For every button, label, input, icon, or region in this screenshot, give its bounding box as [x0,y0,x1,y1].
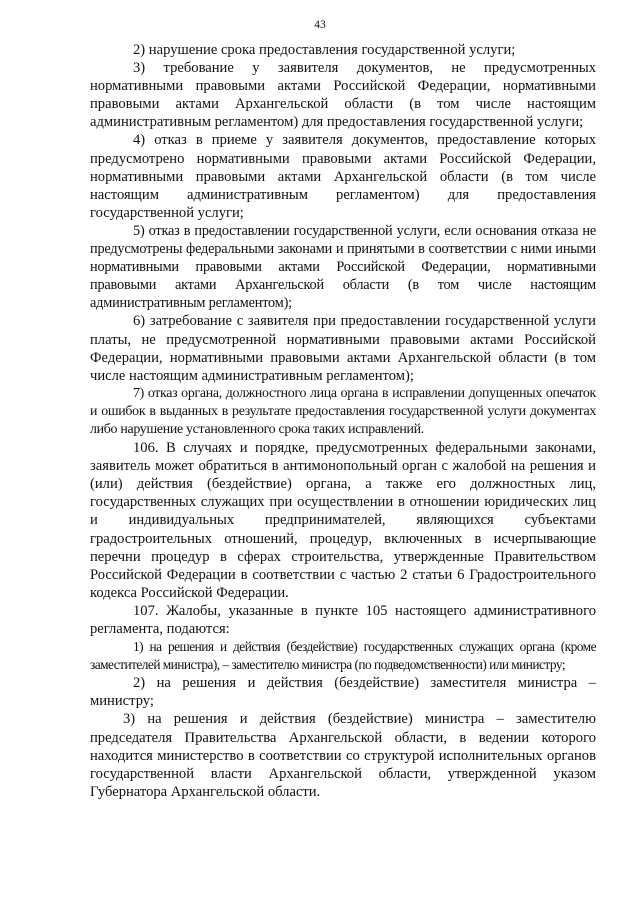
document-body [90,41,596,801]
page-number: 43 [314,19,326,31]
complaint-item-2: 2) на решения и действия (бездействие) заместителя министра – министру; [90,675,596,710]
list-item-2: 2) нарушение срока предоставления государственной услуги; [133,42,516,58]
paragraph-107: 107. Жалобы, указанные в пункте 105 настоящего административного регламента, подаются: [90,602,596,637]
complaint-item-3: 3) на решения и действия (бездействие) министра – заместителю председателя Правительства Архангельской области, в ведении которого находится министерство в соответствии со структурой исполнительных органов государственной власти Архангельской области, утвержденной указом Губернатора Архангельской области. [90,711,596,800]
list-item-5: 5) отказ в предоставлении государственной услуги, если основания отказа не предусмотрены федеральными законами и принятыми в соответствии с ними иными нормативными правовыми актами Российской Федерации, нормативными правовыми актами Архангельской области (в том числе настоящим административным регламентом); [90,222,596,312]
paragraph-106: 106. В случаях и порядке, предусмотренных федеральными законами, заявитель может обратиться в антимонопольный орган с жалобой на решения и (или) действия (бездействие) органа, а также его должностных лиц, государственных служащих при осуществлении в отношении юридических лиц и индивидуальных предпринимателей, являющихся субъектами градостроительных отношений, процедур, включенных в исчерпывающие перечни процедур в сферах строительства, утвержденные Правительством Российской Федерации в соответствии с частью 2 статьи 6 Градостроительного кодекса Российской Федерации. [90,440,596,601]
complaint-item-1: 1) на решения и действия (бездействие) государственных служащих органа (кроме заместителей министра), – заместителю министра (по подведомственности) или министру; [90,639,596,673]
list-item-3: 3) требование у заявителя документов, не предусмотренных нормативными правовыми актами Российской Федерации, нормативными правовыми актами Архангельской области (в том числе настоящим административным регламентом) для предоставления государственной услуги; [90,60,596,131]
list-item-6: 6) затребование с заявителя при предоставлении государственной услуги платы, не предусмотренной нормативными правовыми актами Российской Федерации, нормативными правовыми актами Архангельской области (в том числе настоящим административным регламентом); [90,313,596,384]
list-item-4: 4) отказ в приеме у заявителя документов, предоставление которых предусмотрено нормативными правовыми актами Российской Федерации, нормативными правовыми актами Архангельской области (в том числе настоящим административным регламентом) для предоставления государственной услуги; [90,132,596,221]
list-item-7: 7) отказ органа, должностного лица органа в исправлении допущенных опечаток и ошибок в выданных в результате предоставления государственной услуги документах либо нарушение установленного срока таких исправлений. [90,385,596,437]
